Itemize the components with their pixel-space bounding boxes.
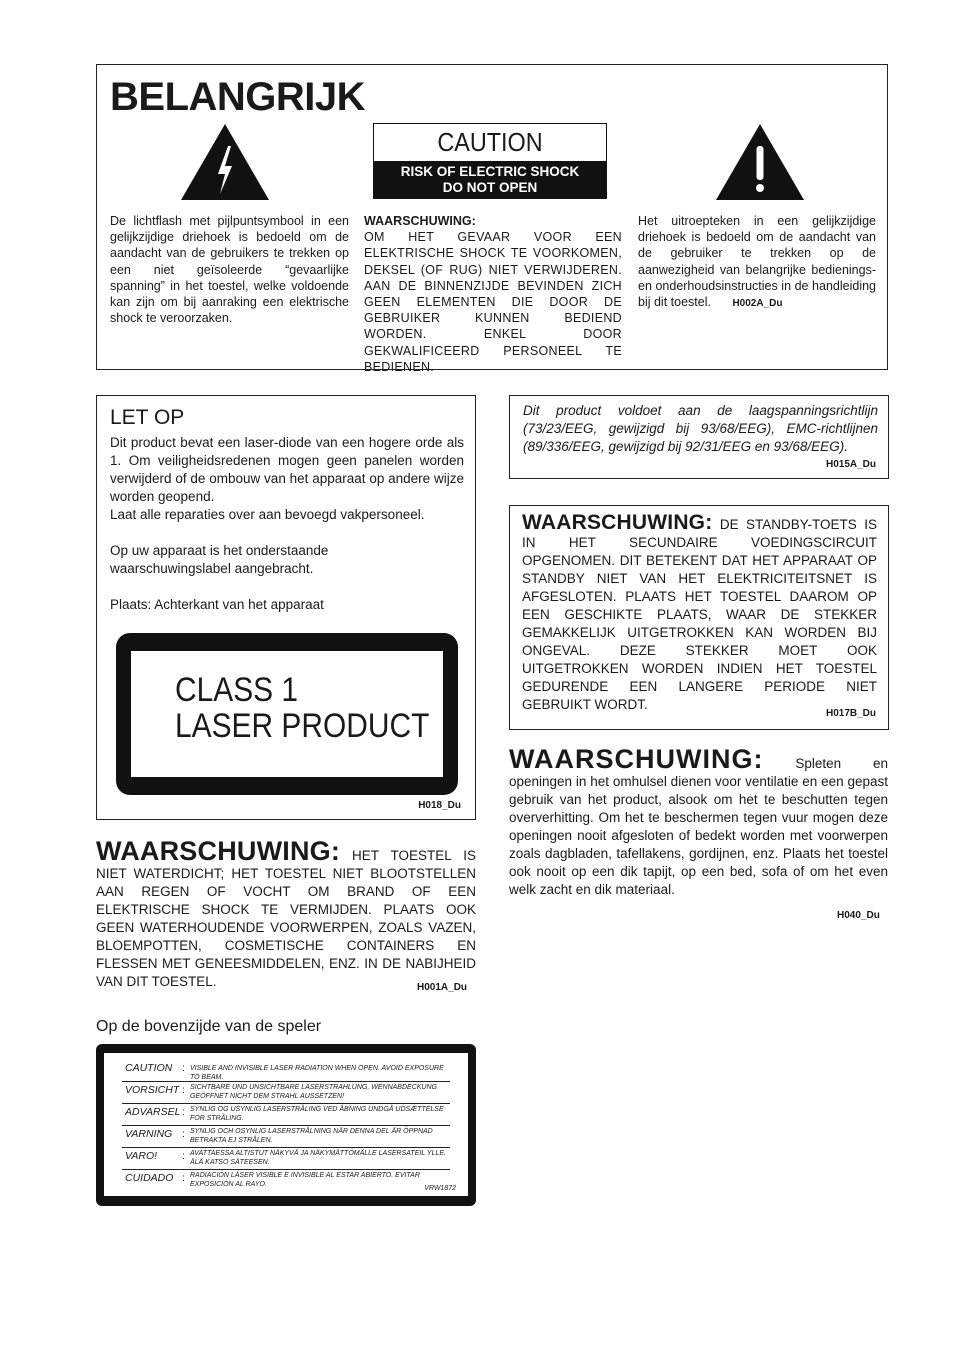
water-warning-heading: WAARSCHUWING:	[96, 836, 341, 866]
water-warning	[96, 836, 476, 991]
water-warning-body: HET TOESTEL IS NIET WATERDICHT; HET TOESTEL NIET BLOOTSTELLEN AAN REGEN OF VOCHT OM BRAND OF EEN ELEKTRISCHE SHOCK TE VERMIJDEN. PLAATS OOK GEEN WATERHOUDENDE VOORWERPEN, ZOALS VAZEN, BLOEMPOTTEN, COSMETISCHE CONTAINERS EN FLESSEN MET GENEESMIDDELEN, ENZ. IN DE NABIJHEID VAN DIT TOESTEL.	[96, 848, 476, 989]
multilingual-caution-label	[96, 1044, 476, 1206]
exclamation-explanation	[638, 213, 876, 312]
standby-warning-body: DE STANDBY-TOETS IS IN HET SECUNDAIRE VOEDINGSCIRCUIT OPGENOMEN. DIT BETEKENT DAT HET APPARAAT OP STANDBY NIET VAN HET ELEKTRICITEITSNET IS AFGESLOTEN. PLAATS HET TOESTEL DAAROM OP EEN GESCHIKTE PLAATS, WAAR DE STEKKER GEMAKKELIJK UITGETROKKEN KAN WORDEN BIJ ONGEVAL. DEZE STEKKER MOET OOK UITGETROKKEN WORDEN INDIEN HET TOESTEL GEDURENDE EEN LANGERE PERIODE NIET GEBRUIKT WORDT.	[522, 517, 877, 712]
exclamation-explanation-text: Het uitroepteken in een gelijkzijdige driehoek is bedoeld om de aandacht van de gebruiker te trekken op de aanwezigheid van belangrijke bedienings- en onderhoudsinstructies in de handleiding bij dit toestel.	[638, 214, 876, 310]
standby-warning-heading: WAARSCHUWING:	[522, 511, 713, 534]
label-row-language: CAUTION	[125, 1062, 173, 1074]
label-row-language: VARO!	[125, 1150, 158, 1162]
label-code: VRW1872	[424, 1185, 456, 1192]
class1-laser-label-line1: CLASS 1	[175, 671, 299, 709]
electric-shock-warning-icon	[181, 124, 269, 200]
caution-label	[373, 123, 607, 199]
doc-code: H002A_Du	[732, 298, 783, 310]
label-row-colon: :	[182, 1084, 185, 1096]
let-op-para1: Dit product bevat een laser-diode van een hogere orde als 1. Om veiligheidsredenen mogen geen panelen worden verwijderd of de ombouw van het apparaat op andere wijze worden geopend.	[110, 435, 464, 504]
caution-label-title: CAUTION	[437, 127, 543, 157]
label-row-language: VARNING	[125, 1128, 173, 1140]
label-row-text: VISIBLE AND INVISIBLE LASER RADIATION WHEN OPEN. AVOID EXPOSURE TO BEAM.	[190, 1065, 444, 1081]
label-row-text: AVATTAESSA ALTISTUT NÄKYVÄ JA NÄKYMÄTTÖMÄLLE LASERSATEIL YLLE. ÄLÄ KATSO SÄTEESEN.	[190, 1150, 446, 1166]
class1-laser-label-line2: LASER PRODUCT	[175, 707, 430, 745]
standby-warning-text	[522, 511, 877, 714]
doc-code: H001A_Du	[417, 982, 468, 993]
label-row-language: CUIDADO	[125, 1172, 174, 1184]
let-op-box	[96, 395, 476, 820]
standby-warning-box	[509, 505, 889, 730]
label-row-text: RADIACIÓN LÁSER VISIBLE E INVISIBLE AL ESTAR ABIERTO. EVITAR EXPOSICIÓN AL RAYO.	[190, 1172, 420, 1188]
directive-box	[509, 395, 889, 479]
shock-warning-heading: WAARSCHUWING:	[364, 214, 476, 228]
label-row-colon: :	[182, 1128, 185, 1140]
label-row	[122, 1147, 450, 1170]
doc-code: H015A_Du	[825, 459, 876, 470]
label-row	[122, 1081, 450, 1104]
class1-laser-label	[116, 633, 458, 795]
let-op-para2: Op uw apparaat is het onderstaande waarschuwingslabel aangebracht.	[110, 543, 329, 576]
ventilation-warning	[509, 744, 888, 899]
label-row	[122, 1125, 450, 1148]
label-row-text: SYNLIG OG USYNLIG LASERSTRÅLING VED ÅBNING UNDGÅ UDSÆTTELSE FOR STRÅLING.	[190, 1106, 444, 1122]
class1-laser-label-inner	[131, 651, 443, 777]
ventilation-warning-heading: WAARSCHUWING:	[509, 744, 764, 774]
caution-label-band	[374, 161, 606, 198]
doc-code: H018_Du	[418, 800, 461, 811]
caution-label-line1: RISK OF ELECTRIC SHOCK	[400, 164, 580, 179]
label-row-text: SYNLIG OCH OSYNLIG LASERSTRÅLNING NÄR DENNA DEL ÄR ÖPPNAD BETRAKTA EJ STRÅLEN.	[190, 1128, 433, 1144]
let-op-para1b: Laat alle reparaties over aan bevoegd vakpersoneel.	[110, 507, 425, 522]
important-box	[96, 64, 888, 374]
label-row-colon: :	[182, 1172, 185, 1184]
shock-warning	[364, 213, 622, 375]
shock-warning-text: OM HET GEVAAR VOOR EEN ELEKTRISCHE SHOCK TE VOORKOMEN, DEKSEL (OF RUG) NIET VERWIJDEREN. AAN DE BINNENZIJDE BEVINDEN ZICH GEEN ELEMENTEN DIE DOOR DE GEBRUIKER KUNNEN BEDIEND WORDEN. ENKEL DOOR GEKWALIFICEERD PERSONEEL TE BEDIENEN.	[364, 230, 622, 374]
label-row-text: SICHTBARE UND UNSICHTBARE LASERSTRAHLUNG, WENNABDECKUNG GEÖFFNET NICHT DEM STRAHL AUSSETZEN!	[190, 1084, 437, 1100]
doc-code: H040_Du	[837, 910, 880, 921]
lightning-explanation: De lichtflash met pijlpuntsymbool in een gelijkzijdige driehoek is bedoeld om de aandacht van de gebruikers te trekken op een niet geïsoleerde “gevaarlijke spanning” in het toestel, welke voldoende kan zijn om bij aanraking een elektrische shock te veroorzaken.	[110, 214, 349, 326]
label-row	[122, 1169, 450, 1191]
ventilation-warning-body: Spleten en openingen in het omhulsel dienen voor ventilatie en een gepast gebruik van het product, alsook om het te beschutten tegen oververhitting. Om het te beschermen tegen vuur mogen deze openingen nooit afgesloten of bedekt worden met voorwerpen zoals dagbladen, tafellakens, gordijnen, enz. Plaats het toestel ook nooit op een dik tapijt, op een bed, sofa of om het even welk zacht en dik materiaal.	[509, 756, 888, 897]
label-row	[122, 1103, 450, 1126]
let-op-title: LET OP	[110, 406, 185, 429]
let-op-para3: Plaats: Achterkant van het apparaat	[110, 597, 324, 612]
page-title: BELANGRIJK	[110, 75, 366, 119]
label-row-colon: :	[182, 1106, 185, 1118]
exclamation-warning-icon	[716, 124, 804, 200]
label-row-colon: :	[182, 1062, 185, 1074]
label-row-colon: :	[182, 1150, 185, 1162]
caution-label-line2: DO NOT OPEN	[442, 180, 538, 195]
label-row-language: VORSICHT	[125, 1084, 180, 1096]
top-label-caption: Op de bovenzijde van de speler	[96, 1018, 322, 1035]
doc-code: H017B_Du	[825, 708, 876, 719]
let-op-text	[110, 434, 464, 614]
label-row	[122, 1059, 450, 1082]
multilingual-caution-label-inner	[104, 1053, 468, 1196]
directive-text: Dit product voldoet aan de laagspanningsrichtlijn (73/23/EEG, gewijzigd bij 93/68/EEG), EMC-richtlijnen (89/336/EEG, gewijzigd bij 92/31/EEG en 93/68/EEG).	[523, 403, 878, 454]
label-row-language: ADVARSEL	[125, 1106, 181, 1118]
